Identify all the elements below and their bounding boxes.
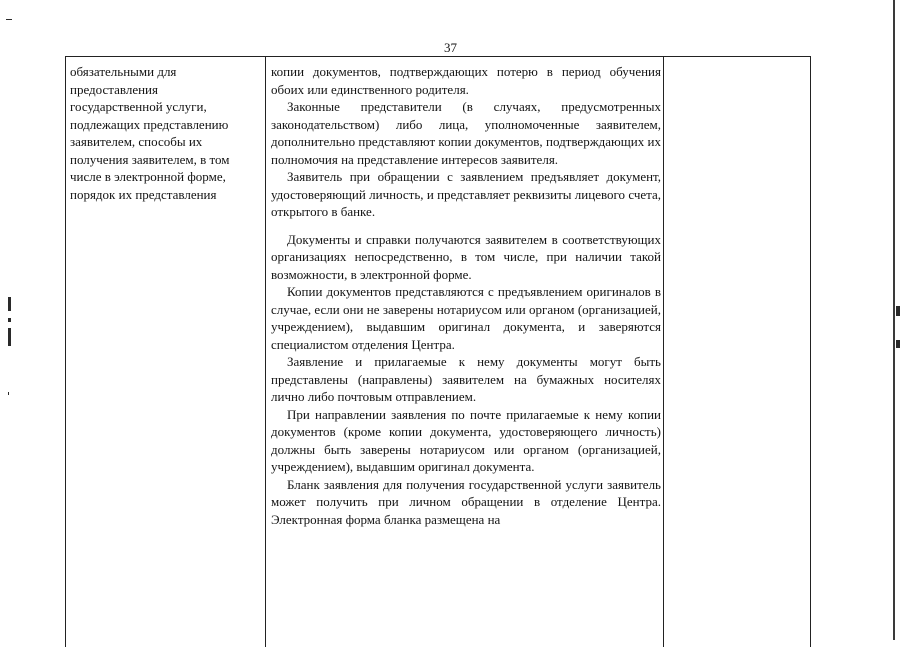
paragraph: Бланк заявления для получения государственной услуги заявитель может получить при личном обращении в отделение Центра. Электронная форма бланка размещена на [271,476,661,527]
scan-mark [8,318,11,322]
cell-line: порядок их представления [70,186,217,202]
cell-line: числе в электронной форме, [70,169,226,184]
column-divider-2 [663,57,664,647]
scan-mark [8,328,11,346]
table-cell-requirement [70,63,260,203]
scan-mark [8,392,9,395]
scan-mark [896,340,900,348]
scan-mark [6,19,12,20]
table-cell-content [271,63,661,528]
column-divider-1 [265,57,266,647]
paragraph: Заявитель при обращении с заявлением предъявляет документ, удостоверяющий личность, и представляет реквизиты лицевого счета, открытого в банке. [271,169,661,219]
document-table [65,56,811,647]
cell-line: обязательными для [70,64,177,79]
paragraph: Копии документов представляются с предъявлением оригиналов в случае, если они не заверены нотариусом или органом (организацией, учреждением), выдавшим оригинал документа, и заверяются специалистом отделения Центра. [271,284,661,352]
cell-line: заявителем, способы их [70,134,203,149]
cell-line: предоставления [70,81,158,97]
paragraph: Заявление и прилагаемые к нему документы могут быть представлены (направлены) заявителем на бумажных носителях лично либо почтовым отправлением. [271,354,661,404]
scan-mark [896,306,900,316]
cell-line: подлежащих представлению [70,116,229,132]
paragraph: Документы и справки получаются заявителем в соответствующих организациях непосредственно, в том числе, при наличии такой возможности, в электронной форме. [271,231,661,282]
paragraph: При направлении заявления по почте прилагаемые к нему копии документов (кроме копии документа, удостоверяющего личность) должны быть заверены нотариусом или органом (организацией, учреждением), выдавшим оригинал документа. [271,406,661,474]
paragraph: копии документов, подтверждающих потерю в период обучения обоих или единственного родителя. [271,64,661,97]
cell-line: государственной услуги, [70,99,207,114]
scan-mark [8,297,11,311]
paragraph: Законные представители (в случаях, предусмотренных законодательством) либо лица, уполномоченные заявителем, дополнительно представляют копии документов, подтверждающих их полномочия на представление интересов заявителя. [271,99,661,167]
page-number: 37 [444,40,457,55]
cell-line: получения заявителем, в том [70,151,230,167]
scan-edge-line [893,0,895,640]
